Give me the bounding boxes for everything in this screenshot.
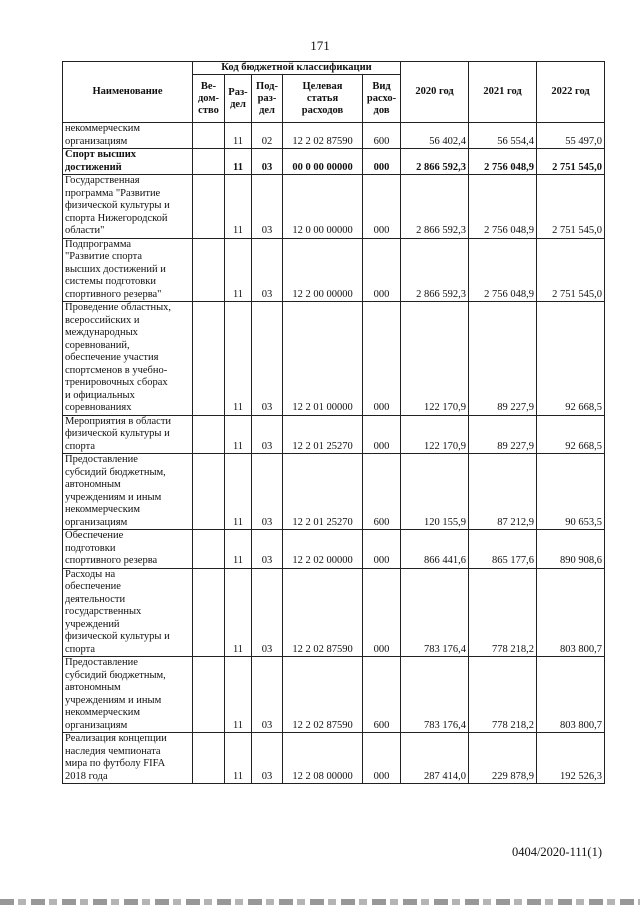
cell-y2022: 803 800,7 [537,568,605,657]
cell-y2020: 2 866 592,3 [401,238,469,302]
cell-y2021: 89 227,9 [469,302,537,416]
cell-y2022: 55 497,0 [537,123,605,149]
cell-target: 12 2 01 25270 [283,415,363,454]
page-number: 171 [310,38,330,53]
cell-vid: 600 [363,454,401,530]
cell-target: 12 2 02 87590 [283,657,363,733]
cell-target: 00 0 00 00000 [283,149,363,175]
cell-podrazdel: 03 [252,149,283,175]
cell-vid: 000 [363,238,401,302]
cell-y2022: 890 908,6 [537,530,605,569]
cell-y2020: 120 155,9 [401,454,469,530]
cell-razdel: 11 [225,530,252,569]
cell-podrazdel: 03 [252,530,283,569]
header-target-article: Целевая статья расходов [283,75,363,123]
cell-ved [193,530,225,569]
header-vedomstvo: Ве- дом- ство [193,75,225,123]
cell-razdel: 11 [225,415,252,454]
cell-razdel: 11 [225,657,252,733]
cell-podrazdel: 03 [252,454,283,530]
cell-y2021: 2 756 048,9 [469,149,537,175]
cell-target: 12 2 01 00000 [283,302,363,416]
cell-y2022: 92 668,5 [537,302,605,416]
cell-y2021: 89 227,9 [469,415,537,454]
cell-podrazdel: 02 [252,123,283,149]
header-2020: 2020 год [401,62,469,123]
cell-name: Мероприятия в области физической культуры и спорта [63,415,193,454]
cell-y2021: 778 218,2 [469,568,537,657]
cell-y2021: 778 218,2 [469,657,537,733]
cell-y2022: 90 653,5 [537,454,605,530]
cell-vid: 600 [363,123,401,149]
cell-y2021: 87 212,9 [469,454,537,530]
cell-razdel: 11 [225,568,252,657]
header-razdel: Раз- дел [225,75,252,123]
cell-name: Реализация концепции наследия чемпионата мира по футболу FIFA 2018 года [63,733,193,784]
cell-razdel: 11 [225,175,252,239]
cell-y2021: 56 554,4 [469,123,537,149]
header-2022: 2022 год [537,62,605,123]
table-row [63,657,605,733]
cell-ved [193,238,225,302]
cell-razdel: 11 [225,454,252,530]
cell-y2022: 803 800,7 [537,657,605,733]
cell-razdel: 11 [225,302,252,416]
table-row [63,733,605,784]
cell-ved [193,149,225,175]
cell-y2022: 92 668,5 [537,415,605,454]
cell-y2020: 2 866 592,3 [401,175,469,239]
cell-y2020: 783 176,4 [401,657,469,733]
table-row [63,238,605,302]
header-podrazdel: Под- раз- дел [252,75,283,123]
cell-vid: 000 [363,149,401,175]
cell-y2020: 2 866 592,3 [401,149,469,175]
cell-y2020: 122 170,9 [401,302,469,416]
cell-y2020: 287 414,0 [401,733,469,784]
cell-y2020: 783 176,4 [401,568,469,657]
table-row [63,530,605,569]
table-row [63,123,605,149]
cell-name: Расходы на обеспечение деятельности государственных учреждений физической культуры и спорта [63,568,193,657]
cell-vid: 000 [363,568,401,657]
cell-razdel: 11 [225,149,252,175]
cell-y2022: 2 751 545,0 [537,149,605,175]
table-row [63,302,605,416]
cell-y2021: 865 177,6 [469,530,537,569]
cell-name: Государственная программа "Развитие физической культуры и спорта Нижегородской области" [63,175,193,239]
cell-razdel: 11 [225,733,252,784]
cell-name: Спорт высших достижений [63,149,193,175]
cell-vid: 600 [363,657,401,733]
cell-ved [193,175,225,239]
scan-edge-strip [0,899,640,905]
cell-target: 12 2 01 25270 [283,454,363,530]
table-body [63,123,605,784]
cell-y2021: 2 756 048,9 [469,238,537,302]
cell-razdel: 11 [225,238,252,302]
cell-ved [193,415,225,454]
cell-target: 12 0 00 00000 [283,175,363,239]
cell-y2020: 122 170,9 [401,415,469,454]
header-name: Наименование [63,62,193,123]
table-row [63,568,605,657]
table-header [63,62,605,123]
cell-vid: 000 [363,530,401,569]
table-row [63,415,605,454]
cell-y2021: 2 756 048,9 [469,175,537,239]
cell-podrazdel: 03 [252,302,283,416]
cell-vid: 000 [363,175,401,239]
cell-name: Проведение областных, всероссийских и международных соревнований, обеспечение участия спортсменов в учебно- тренировочных сборах и официальных соревнованиях [63,302,193,416]
cell-ved [193,123,225,149]
header-budget-code: Код бюджетной классификации [193,62,401,75]
cell-name: Обеспечение подготовки спортивного резерва [63,530,193,569]
cell-podrazdel: 03 [252,175,283,239]
cell-vid: 000 [363,733,401,784]
cell-target: 12 2 00 00000 [283,238,363,302]
cell-razdel: 11 [225,123,252,149]
cell-vid: 000 [363,415,401,454]
cell-podrazdel: 03 [252,415,283,454]
cell-y2022: 192 526,3 [537,733,605,784]
header-expense-type: Вид расхо- дов [363,75,401,123]
cell-y2022: 2 751 545,0 [537,238,605,302]
cell-podrazdel: 03 [252,657,283,733]
cell-ved [193,302,225,416]
cell-target: 12 2 02 87590 [283,568,363,657]
budget-table [62,61,605,784]
header-2021: 2021 год [469,62,537,123]
cell-name: Подпрограмма "Развитие спорта высших достижений и системы подготовки спортивного резерва" [63,238,193,302]
cell-vid: 000 [363,302,401,416]
cell-ved [193,657,225,733]
cell-y2021: 229 878,9 [469,733,537,784]
table-row [63,175,605,239]
cell-podrazdel: 03 [252,238,283,302]
cell-target: 12 2 02 87590 [283,123,363,149]
cell-ved [193,733,225,784]
cell-target: 12 2 02 00000 [283,530,363,569]
cell-target: 12 2 08 00000 [283,733,363,784]
cell-podrazdel: 03 [252,733,283,784]
cell-podrazdel: 03 [252,568,283,657]
cell-y2022: 2 751 545,0 [537,175,605,239]
cell-name: Предоставление субсидий бюджетным, автономным учреждениям и иным некоммерческим организациям [63,657,193,733]
cell-ved [193,454,225,530]
cell-name: некоммерческим организациям [63,123,193,149]
document-code: 0404/2020-111(1) [511,845,602,859]
cell-name: Предоставление субсидий бюджетным, автономным учреждениям и иным некоммерческим организациям [63,454,193,530]
table-row [63,454,605,530]
cell-y2020: 866 441,6 [401,530,469,569]
cell-y2020: 56 402,4 [401,123,469,149]
table-row [63,149,605,175]
cell-ved [193,568,225,657]
